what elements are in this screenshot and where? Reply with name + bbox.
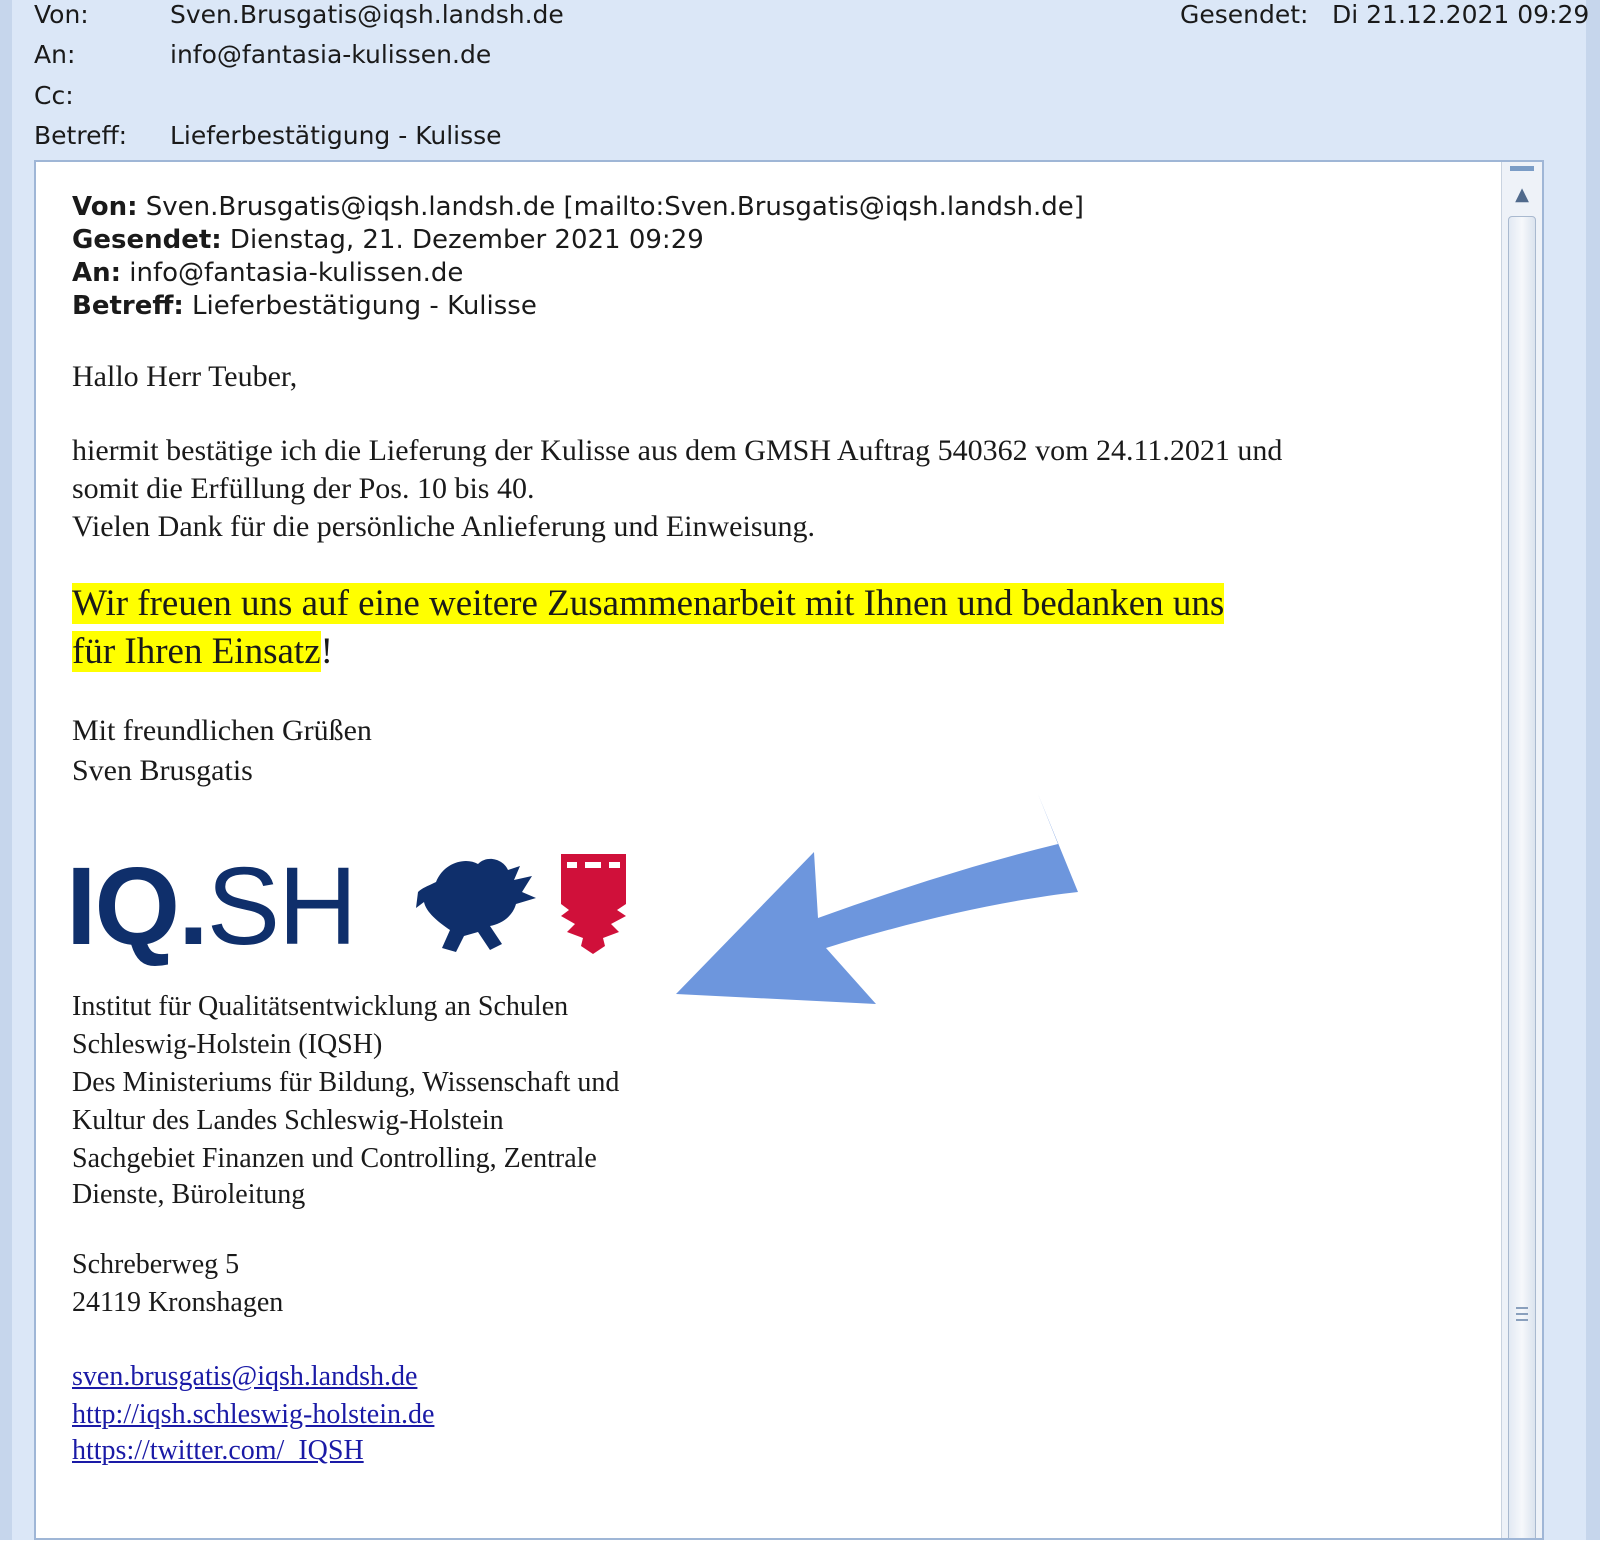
body-line-3: Vielen Dank für die persönliche Anlieferung und Einweisung.: [72, 510, 815, 543]
header-sent-label: Gesendet:: [1180, 0, 1309, 29]
forward-to-label: An:: [72, 258, 122, 288]
org-line-2: Schleswig-Holstein (IQSH): [72, 1029, 383, 1060]
logo-text-bold: IQ.: [66, 845, 207, 968]
forward-from: [72, 192, 1084, 222]
header-subject-label: Betreff:: [34, 121, 128, 150]
org-line-3: Des Ministeriums für Bildung, Wissenschaft und: [72, 1067, 620, 1098]
scrollbar-thumb[interactable]: [1508, 216, 1536, 1540]
header-cc-label: Cc:: [34, 81, 74, 110]
message-body[interactable]: [34, 160, 1544, 1540]
sender-name: Sven Brusgatis: [72, 754, 253, 787]
twitter-link[interactable]: https://twitter.com/_IQSH: [72, 1435, 364, 1466]
highlight-line-1: Wir freuen uns auf eine weitere Zusammenarbeit mit Ihnen und bedanken uns: [72, 583, 1225, 624]
forward-from-label: Von:: [72, 192, 138, 222]
address-street: Schreberweg 5: [72, 1249, 240, 1280]
website-link[interactable]: http://iqsh.schleswig-holstein.de: [72, 1399, 435, 1430]
pointing-arrow-icon: [676, 792, 1096, 1012]
iqsh-logo: [66, 845, 626, 968]
scrollbar-top-marker: [1510, 166, 1534, 171]
logo-text-thin: SH: [206, 845, 356, 968]
scroll-up-arrow-icon[interactable]: ▲: [1515, 184, 1529, 205]
forward-sent: [72, 225, 704, 255]
logo-wordmark: [66, 845, 356, 968]
org-line-6: Dienste, Büroleitung: [72, 1179, 306, 1210]
vertical-scrollbar[interactable]: [1501, 162, 1542, 1538]
forward-sent-value: Dienstag, 21. Dezember 2021 09:29: [221, 225, 704, 255]
window-edge: [1586, 0, 1600, 1540]
highlight-line-2: für Ihren Einsatz: [72, 631, 321, 672]
forward-subject-value: Lieferbestätigung - Kulisse: [183, 291, 537, 321]
forward-to-value: info@fantasia-kulissen.de: [121, 258, 464, 288]
address-city: 24119 Kronshagen: [72, 1287, 284, 1318]
greeting: Hallo Herr Teuber,: [72, 360, 298, 393]
org-line-1: Institut für Qualitätsentwicklung an Schulen: [72, 991, 569, 1022]
lion-emblem-icon: [416, 852, 546, 957]
body-line-2: somit die Erfüllung der Pos. 10 bis 40.: [72, 472, 535, 505]
highlight-end: !: [320, 631, 333, 672]
forward-subject: [72, 291, 537, 321]
scrollbar-grip-icon: [1516, 1307, 1528, 1321]
header-sent-value: Di 21.12.2021 09:29: [1332, 0, 1590, 29]
forward-to: [72, 258, 463, 288]
org-line-4: Kultur des Landes Schleswig-Holstein: [72, 1105, 504, 1136]
email-link[interactable]: sven.brusgatis@iqsh.landsh.de: [72, 1361, 418, 1392]
forward-sent-label: Gesendet:: [72, 225, 222, 255]
body-line-1: hiermit bestätige ich die Lieferung der Kulisse aus dem GMSH Auftrag 540362 vom 24.11.2021 und: [72, 434, 1283, 467]
header-to-label: An:: [34, 40, 76, 69]
org-line-5: Sachgebiet Finanzen und Controlling, Zentrale: [72, 1143, 597, 1174]
closing: Mit freundlichen Grüßen: [72, 714, 372, 747]
forward-from-value: Sven.Brusgatis@iqsh.landsh.de [mailto:Sven.Brusgatis@iqsh.landsh.de]: [137, 192, 1084, 222]
nettle-leaf-icon: [561, 854, 626, 954]
header-to-value[interactable]: info@fantasia-kulissen.de: [170, 40, 492, 69]
header-from-label: Von:: [34, 0, 89, 29]
highlighted-text: [72, 580, 1224, 676]
forward-subject-label: Betreff:: [72, 291, 184, 321]
header-subject-value: Lieferbestätigung - Kulisse: [170, 121, 502, 150]
header-from-value: Sven.Brusgatis@iqsh.landsh.de: [170, 0, 564, 29]
